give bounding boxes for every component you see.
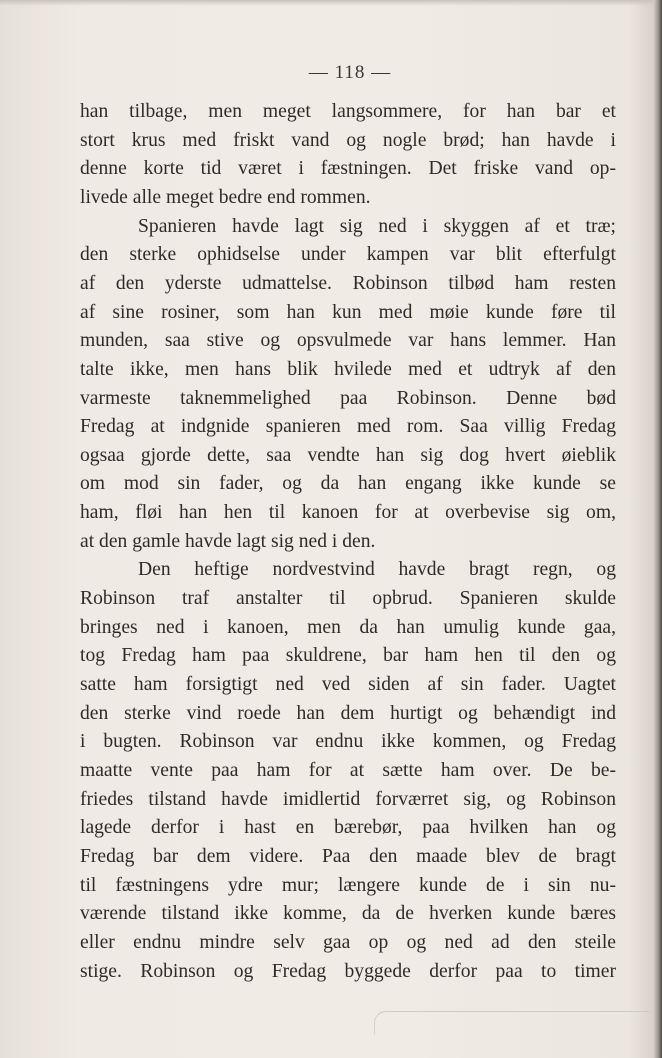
text-line: friedes tilstand havde imidlertid forværret sig, og Robinson: [80, 788, 616, 810]
text-line: i bugten. Robinson var endnu ikke kommen, og Fredag: [80, 731, 616, 753]
text-line: den sterke vind roede han dem hurtigt og behændigt ind: [80, 702, 616, 724]
text-line: tog Fredag ham paa skuldrene, bar ham hen til den og: [80, 645, 616, 667]
text-line: af sine rosiner, som han kun med møie kunde føre til: [80, 301, 616, 323]
text-line: den sterke ophidselse under kampen var blit efterfulgt: [80, 244, 616, 266]
page-corner-mark: [374, 1011, 650, 1034]
text-line: ogsaa gjorde dette, saa vendte han sig dog hvert øieblik: [80, 444, 616, 466]
text-line: Robinson traf anstalter til opbrud. Spanieren skulde: [80, 588, 616, 610]
text-line: talte ikke, men hans blik hvilede med et udtryk af den: [80, 358, 616, 380]
text-line: han tilbage, men meget langsommere, for han bar et: [80, 101, 616, 122]
text-line: værende tilstand ikke komme, da de hverken kunde bæres: [80, 903, 616, 925]
text-line: munden, saa stive og opsvulmede var hans lemmer. Han: [80, 330, 616, 352]
text-line: ham, fløi han hen til kanoen for at overbevise sig om,: [80, 502, 616, 524]
text-line: bringes ned i kanoen, men da han umulig kunde gaa,: [80, 616, 616, 638]
text-line: Fredag at indgnide spanieren med rom. Saa villig Fredag: [80, 416, 616, 438]
text-line: eller endnu mindre selv gaa op og ned ad den steile: [80, 931, 616, 953]
text-line: denne korte tid været i fæstningen. Det friske vand op-: [80, 158, 616, 180]
page-right-edge: [653, 0, 662, 1058]
page-number: — 118 —: [308, 62, 392, 83]
page-top-edge: [0, 0, 662, 6]
text-line: satte ham forsigtigt ned ved siden af sin fader. Uagtet: [80, 674, 616, 695]
text-line: maatte vente paa ham for at sætte ham over. De be-: [80, 759, 616, 781]
text-line: varmeste taknemmelighed paa Robinson. Denne bød: [80, 387, 616, 409]
text-line: til fæstningens ydre mur; længere kunde de i sin nu-: [80, 874, 616, 896]
text-line: Den heftige nordvestvind havde bragt regn, og: [138, 559, 616, 581]
text-line: stige. Robinson og Fredag byggede derfor paa to timer: [80, 960, 616, 982]
text-line: Fredag bar dem videre. Paa den maade blev de bragt: [80, 845, 616, 867]
text-line: stort krus med friskt vand og nogle brød; han havde i: [80, 129, 616, 151]
text-line: at den gamle havde lagt sig ned i den.: [80, 530, 376, 552]
text-line: af den yderste udmattelse. Robinson tilbød ham resten: [80, 272, 616, 294]
text-line: livede alle meget bedre end rommen.: [80, 186, 371, 208]
text-line: om mod sin fader, og da han engang ikke kunde se: [80, 473, 616, 495]
text-line: Spanieren havde lagt sig ned i skyggen af et træ;: [138, 215, 616, 237]
text-line: lagede derfor i hast en bærebør, paa hvilken han og: [80, 817, 616, 839]
